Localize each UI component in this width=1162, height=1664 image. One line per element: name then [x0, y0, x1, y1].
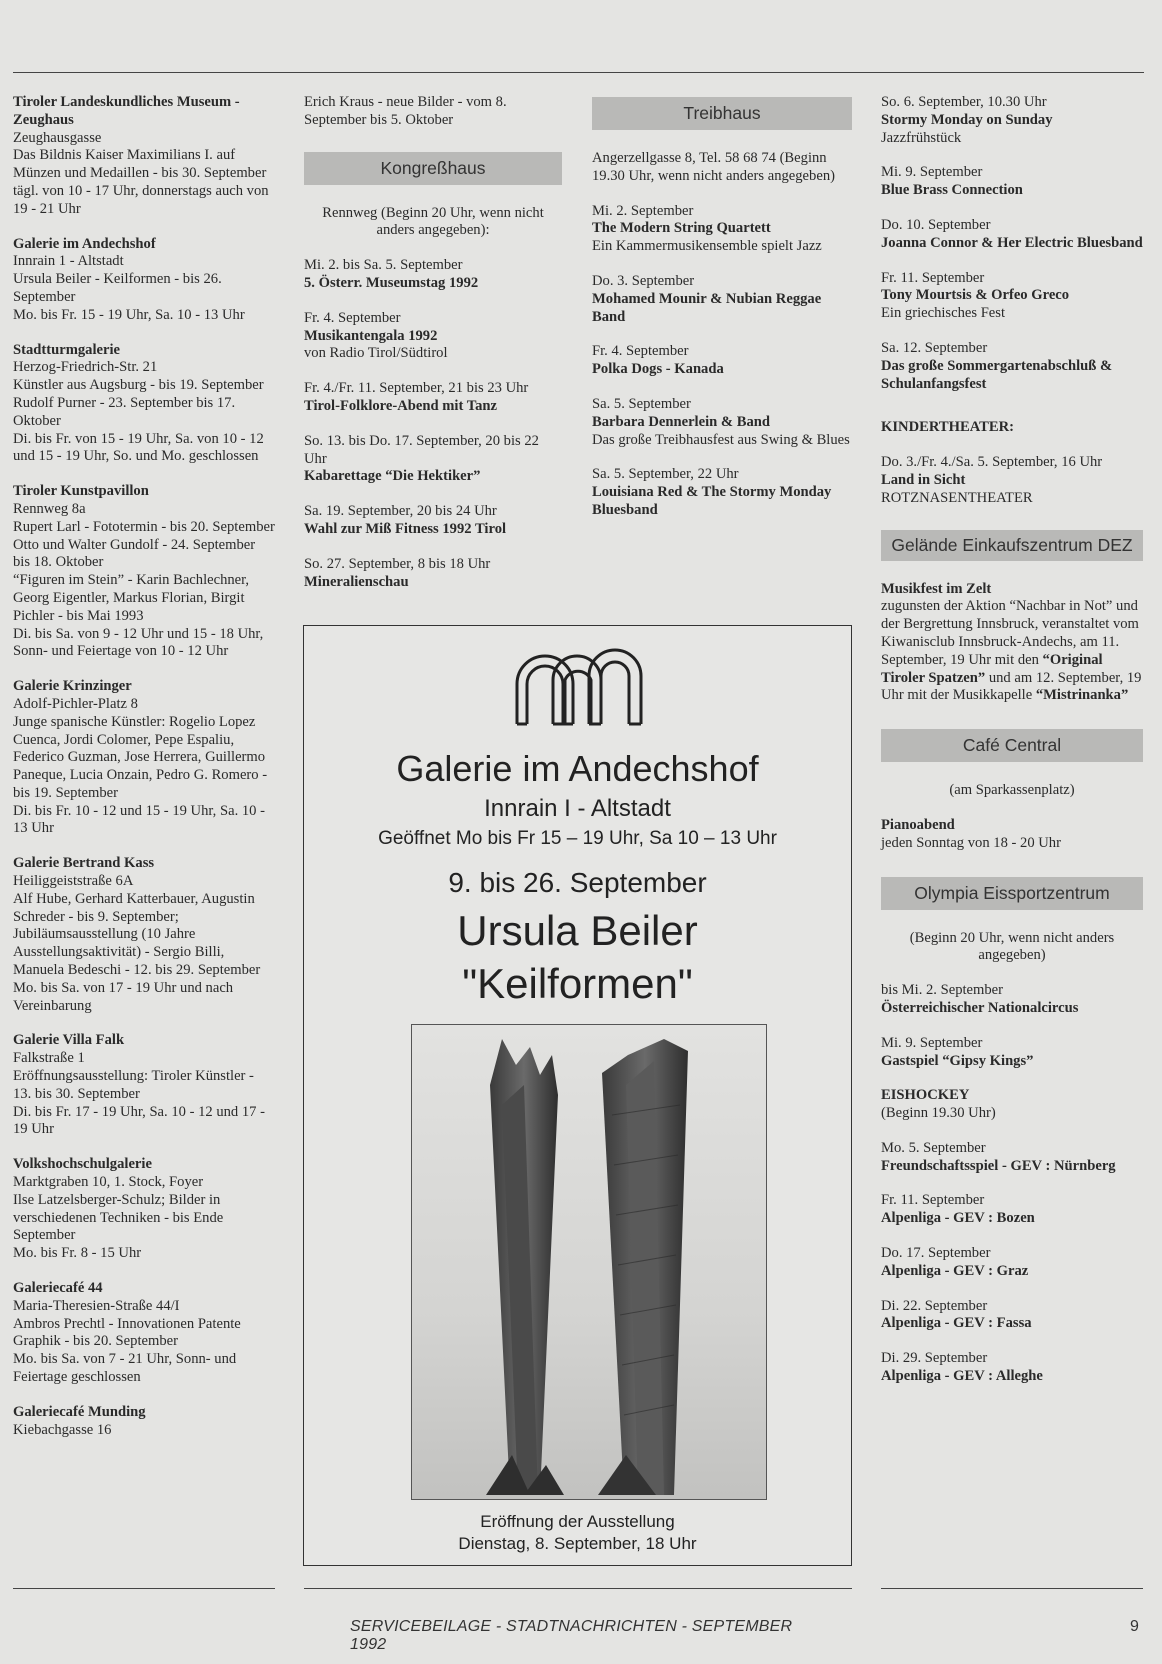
entry-line: Das Bildnis Kaiser Maximilians I. auf Münzen und Medaillen - bis 30. September: [13, 147, 267, 182]
event-item: [304, 556, 562, 592]
event-title: Barbara Dennerlein & Band: [592, 413, 770, 430]
entry-line: Maria-Theresien-Straße 44/I: [13, 1297, 180, 1314]
event-item: [304, 310, 562, 363]
list-item: [13, 1156, 275, 1263]
list-item: [13, 1280, 275, 1387]
gallery-arches-logo: [509, 640, 649, 726]
event-item: [304, 257, 562, 293]
event-date: Sa. 5. September: [592, 395, 691, 412]
event-date: Do. 3./Fr. 4./Sa. 5. September, 16 Uhr: [881, 454, 1103, 471]
event-item: [881, 1035, 1143, 1071]
event-title: Alpenliga - GEV : Fassa: [881, 1315, 1032, 1332]
column-right: [881, 94, 1143, 1403]
list-item: [13, 1404, 275, 1440]
venue-note: [881, 930, 1143, 966]
event-title: Mineralienschau: [304, 573, 409, 590]
venue-note: [592, 150, 852, 186]
event-item: [592, 396, 852, 449]
event-item: [881, 217, 1143, 253]
entry-line: Di. bis Fr. von 15 - 19 Uhr, Sa. von 10 - 12 und 15 - 19 Uhr, So. und Mo. geschlossen: [13, 430, 264, 465]
section-header-olympia: Olympia Eissportzentrum: [881, 877, 1143, 910]
event-item: [592, 343, 852, 379]
venue-note: [304, 205, 562, 241]
entry-line: Rupert Larl - Fototermin - bis 20. September: [13, 518, 275, 535]
gallery-advertisement: [303, 625, 852, 1566]
page-number: 9: [1130, 1618, 1139, 1635]
entry-line: Erich Kraus - neue Bilder - vom 8. September bis 5. Oktober: [304, 94, 507, 128]
column-kongresshaus: [304, 94, 562, 608]
list-item: [304, 94, 562, 130]
entry-line: Di. bis Fr. 10 - 12 und 15 - 19 Uhr, Sa. 10 - 13 Uhr: [13, 802, 265, 837]
event-note: ROTZNASENTHEATER: [881, 489, 1033, 506]
bottom-rule: [13, 1588, 275, 1589]
entry-line: Di. bis Sa. von 9 - 12 Uhr und 15 - 18 Uhr, Sonn- und Feiertage von 10 - 12 Uhr: [13, 625, 264, 660]
entry-line: Rudolf Purner - 23. September bis 17. Oktober: [13, 394, 236, 429]
event-date: So. 13. bis Do. 17. September, 20 bis 22 Uhr: [304, 432, 539, 467]
ad-opening-date: Dienstag, 8. September, 18 Uhr: [458, 1534, 697, 1553]
event-item: [304, 433, 562, 486]
venue-note-text: (am Sparkassenplatz): [949, 782, 1075, 799]
entry-line: Adolf-Pichler-Platz 8: [13, 695, 138, 712]
event-title: Musikfest im Zelt: [881, 580, 992, 597]
venue-note-text: (Beginn 20 Uhr, wenn nicht anders angegeben): [909, 929, 1115, 964]
ad-dates: 9. bis 26. September: [448, 867, 707, 898]
event-item: [881, 581, 1143, 706]
entry-line: Innrain 1 - Altstadt: [13, 253, 124, 270]
entry-line: Alf Hube, Gerhard Katterbauer, Augustin Schreder - bis 9. September; Jubiläumsausstellung (10 Jahre Ausstellungsaktivität) - Sergio Billi, Manuela Bedeschi - 12. bis 29. September: [13, 890, 261, 979]
event-note: Das große Treibhausfest aus Swing & Blues: [592, 431, 850, 448]
event-title: 5. Österr. Museumstag 1992: [304, 274, 479, 291]
ad-opening-label: Eröffnung der Ausstellung: [480, 1512, 675, 1531]
section-header-kongresshaus: Kongreßhaus: [304, 152, 562, 185]
dez-band-2: “Mistrinanka”: [1035, 687, 1129, 704]
event-date: So. 27. September, 8 bis 18 Uhr: [304, 555, 491, 572]
event-item: [881, 454, 1143, 507]
event-item: [881, 270, 1143, 323]
event-item: [592, 466, 852, 519]
event-date: Do. 17. September: [881, 1245, 991, 1262]
event-item: [881, 1140, 1143, 1176]
entry-title: Galeriecafé Munding: [13, 1403, 146, 1420]
entry-line: Herzog-Friedrich-Str. 21: [13, 359, 158, 376]
entry-line: Ilse Latzelsberger-Schulz; Bilder in verschiedenen Techniken - bis Ende September: [13, 1191, 224, 1244]
event-date: Fr. 4. September: [592, 343, 689, 360]
event-title: Polka Dogs - Kanada: [592, 361, 724, 378]
ad-artist: Ursula Beiler: [457, 907, 698, 954]
event-title: Gastspiel “Gipsy Kings”: [881, 1052, 1034, 1069]
event-date: So. 6. September, 10.30 Uhr: [881, 94, 1047, 110]
entry-line: Marktgraben 10, 1. Stock, Foyer: [13, 1174, 204, 1191]
event-title: Tirol-Folklore-Abend mit Tanz: [304, 397, 497, 414]
event-date: Do. 3. September: [592, 272, 695, 289]
ad-address: Innrain I - Altstadt: [484, 795, 671, 822]
list-item: [13, 483, 275, 661]
event-item: [881, 1192, 1143, 1228]
kindertheater-title: KINDERTHEATER:: [881, 419, 1015, 436]
event-title: Louisiana Red & The Stormy Monday Bluesband: [592, 484, 832, 518]
venue-note: [881, 782, 1143, 800]
entry-line: Ambros Prechtl - Innovationen Patente Graphik - bis 20. September: [13, 1315, 241, 1350]
event-date: Mo. 5. September: [881, 1139, 986, 1156]
entry-line: Ursula Beiler - Keilformen - bis 26. September: [13, 271, 222, 305]
top-rule: [13, 72, 1144, 73]
event-date: bis Mi. 2. September: [881, 982, 1004, 999]
section-header-dez: Gelände Einkaufszentrum DEZ: [881, 530, 1143, 561]
event-note: [881, 598, 1143, 705]
event-date: Sa. 12. September: [881, 339, 988, 356]
ad-gallery-name: Galerie im Andechshof: [396, 748, 759, 789]
entry-title: Tiroler Kunstpavillon: [13, 483, 149, 500]
entry-line: Otto und Walter Gundolf - 24. September bis 18. Oktober: [13, 536, 256, 571]
event-title: Das große Sommergartenabschluß & Schulanfangsfest: [881, 357, 1113, 392]
list-item: [13, 94, 275, 219]
entry-title: Galerie Bertrand Kass: [13, 855, 155, 872]
event-title: The Modern String Quartett: [592, 220, 771, 237]
list-item: [13, 1032, 275, 1139]
entry-title: Volkshochschulgalerie: [13, 1156, 152, 1173]
entry-line: Mo. bis Sa. von 17 - 19 Uhr und nach Vereinbarung: [13, 979, 234, 1014]
section-header-cafe-central: Café Central: [881, 729, 1143, 762]
sculpture-image: [412, 1025, 766, 1499]
event-title: Blue Brass Connection: [881, 182, 1023, 199]
event-item: [881, 1298, 1143, 1334]
column-treibhaus: [592, 97, 852, 537]
entry-line: Zeughausgasse: [13, 129, 102, 146]
event-date: Do. 10. September: [881, 216, 991, 233]
list-item: [13, 342, 275, 467]
list-item: [13, 855, 275, 1015]
event-note: jeden Sonntag von 18 - 20 Uhr: [881, 834, 1061, 851]
event-item: [881, 982, 1143, 1018]
page-footer: SERVICEBEILAGE - STADTNACHRICHTEN - SEPTEMBER 1992: [350, 1618, 793, 1653]
event-title: Kabarettage “Die Hektiker”: [304, 468, 481, 485]
entry-line: Junge spanische Künstler: Rogelio Lopez Cuenca, Jordi Colomer, Pepe Espaliu, Federico Guzman, Jose Herrera, Guillermo Paneque, Lucia Onzain, Pedro G. Romero - bis 19. September: [13, 713, 268, 801]
entry-line: “Figuren im Stein” - Karin Bachlechner, Georg Eigentler, Markus Florian, Birgit Pichler - bis Mai 1993: [13, 572, 250, 624]
event-item: [304, 503, 562, 539]
event-title: Land in Sicht: [881, 471, 966, 488]
bottom-rule: [304, 1588, 852, 1589]
dez-band-1: “Original Tiroler Spatzen”: [881, 651, 1103, 686]
event-title: Freundschaftsspiel - GEV : Nürnberg: [881, 1157, 1116, 1174]
entry-line: Di. bis Fr. 17 - 19 Uhr, Sa. 10 - 12 und 17 - 19 Uhr: [13, 1103, 265, 1138]
eishockey-note: (Beginn 19.30 Uhr): [881, 1105, 996, 1122]
entry-line: Mo. bis Fr. 8 - 15 Uhr: [13, 1245, 142, 1262]
sculpture-photo: [411, 1024, 767, 1500]
dez-text-2: und am 12. September, 19 Uhr mit der Musikkapelle: [881, 669, 1142, 704]
event-date: Sa. 5. September, 22 Uhr: [592, 466, 739, 483]
event-title: Pianoabend: [881, 816, 955, 833]
event-item: [881, 1350, 1143, 1386]
entry-line: Rennweg 8a: [13, 500, 86, 517]
event-title: Wahl zur Miß Fitness 1992 Tirol: [304, 520, 507, 537]
event-title: Alpenliga - GEV : Alleghe: [881, 1368, 1043, 1385]
entry-title: Galeriecafé 44: [13, 1280, 103, 1297]
event-date: Di. 29. September: [881, 1350, 988, 1367]
event-date: Fr. 4. September: [304, 309, 401, 326]
event-title: Stormy Monday on Sunday: [881, 111, 1053, 128]
dez-text-1: zugunsten der Aktion “Nachbar in Not” und der Bergrettung Innsbruck, veranstaltet vom Kiwanisclub Innsbruck-Andechs, am 11. September, 19 Uhr mit den: [881, 598, 1139, 668]
event-item: [881, 340, 1143, 393]
entry-line: Mo. bis Fr. 15 - 19 Uhr, Sa. 10 - 13 Uhr: [13, 306, 245, 323]
event-note: Ein griechisches Fest: [881, 305, 1006, 322]
entry-line: Eröffnungsausstellung: Tiroler Künstler - 13. bis 30. September: [13, 1068, 254, 1102]
event-date: Mi. 9. September: [881, 1034, 983, 1051]
eishockey-title: EISHOCKEY: [881, 1087, 970, 1104]
entry-line: Künstler aus Augsburg - bis 19. September: [13, 377, 264, 394]
event-date: Fr. 11. September: [881, 269, 985, 286]
event-note: Jazzfrühstück: [881, 129, 962, 146]
event-date: Mi. 9. September: [881, 164, 983, 181]
event-date: Di. 22. September: [881, 1297, 988, 1314]
event-item: [881, 817, 1143, 853]
entry-title: Stadtturmgalerie: [13, 341, 120, 358]
entry-title: Galerie im Andechshof: [13, 235, 156, 252]
event-title: Musikantengala 1992: [304, 327, 438, 344]
list-item: [13, 236, 275, 325]
entry-title: Galerie Krinzinger: [13, 678, 132, 695]
event-title: Österreichischer Nationalcircus: [881, 999, 1079, 1016]
event-item: [304, 380, 562, 416]
event-item: [881, 1245, 1143, 1281]
entry-line: Heiliggeiststraße 6A: [13, 873, 134, 890]
venue-note-text: Angerzellgasse 8, Tel. 58 68 74 (Beginn 19.30 Uhr, wenn nicht anders angegeben): [592, 150, 835, 184]
event-title: Alpenliga - GEV : Bozen: [881, 1210, 1035, 1227]
entry-title: Tiroler Landeskundliches Museum - Zeughaus: [13, 94, 240, 128]
event-date: Fr. 4./Fr. 11. September, 21 bis 23 Uhr: [304, 380, 529, 397]
column-galleries: [13, 94, 275, 1456]
list-item: [13, 678, 275, 838]
entry-line: Kiebachgasse 16: [13, 1421, 112, 1438]
event-date: Sa. 19. September, 20 bis 24 Uhr: [304, 503, 497, 520]
event-note: von Radio Tirol/Südtirol: [304, 345, 448, 362]
entry-line: Mo. bis Sa. von 7 - 21 Uhr, Sonn- und Feiertage geschlossen: [13, 1351, 237, 1385]
event-item: [881, 94, 1143, 147]
ad-opening-hours: Geöffnet Mo bis Fr 15 – 19 Uhr, Sa 10 – 13 Uhr: [378, 828, 777, 849]
venue-note-text: Rennweg (Beginn 20 Uhr, wenn nicht anders angegeben):: [322, 204, 544, 239]
event-date: Mi. 2. bis Sa. 5. September: [304, 257, 463, 274]
event-date: Mi. 2. September: [592, 202, 694, 219]
entry-line: tägl. von 10 - 17 Uhr, donnerstags auch von 19 - 21 Uhr: [13, 182, 269, 217]
event-title: Joanna Connor & Her Electric Bluesband: [881, 234, 1143, 251]
event-note: Ein Kammermusikensemble spielt Jazz: [592, 238, 822, 255]
event-item: [592, 273, 852, 326]
event-item: [592, 203, 852, 256]
kindertheater-heading: [881, 419, 1143, 437]
event-item: [881, 164, 1143, 200]
ad-exhibition-title: "Keilformen": [462, 960, 693, 1007]
bottom-rule: [881, 1588, 1143, 1589]
event-title: Mohamed Mounir & Nubian Reggae Band: [592, 290, 822, 325]
event-title: Alpenliga - GEV : Graz: [881, 1262, 1029, 1279]
section-header-treibhaus: Treibhaus: [592, 97, 852, 130]
eishockey-heading: [881, 1087, 1143, 1123]
event-date: Fr. 11. September: [881, 1192, 985, 1209]
event-title: Tony Mourtsis & Orfeo Greco: [881, 287, 1070, 304]
entry-title: Galerie Villa Falk: [13, 1032, 125, 1049]
entry-line: Falkstraße 1: [13, 1050, 85, 1067]
